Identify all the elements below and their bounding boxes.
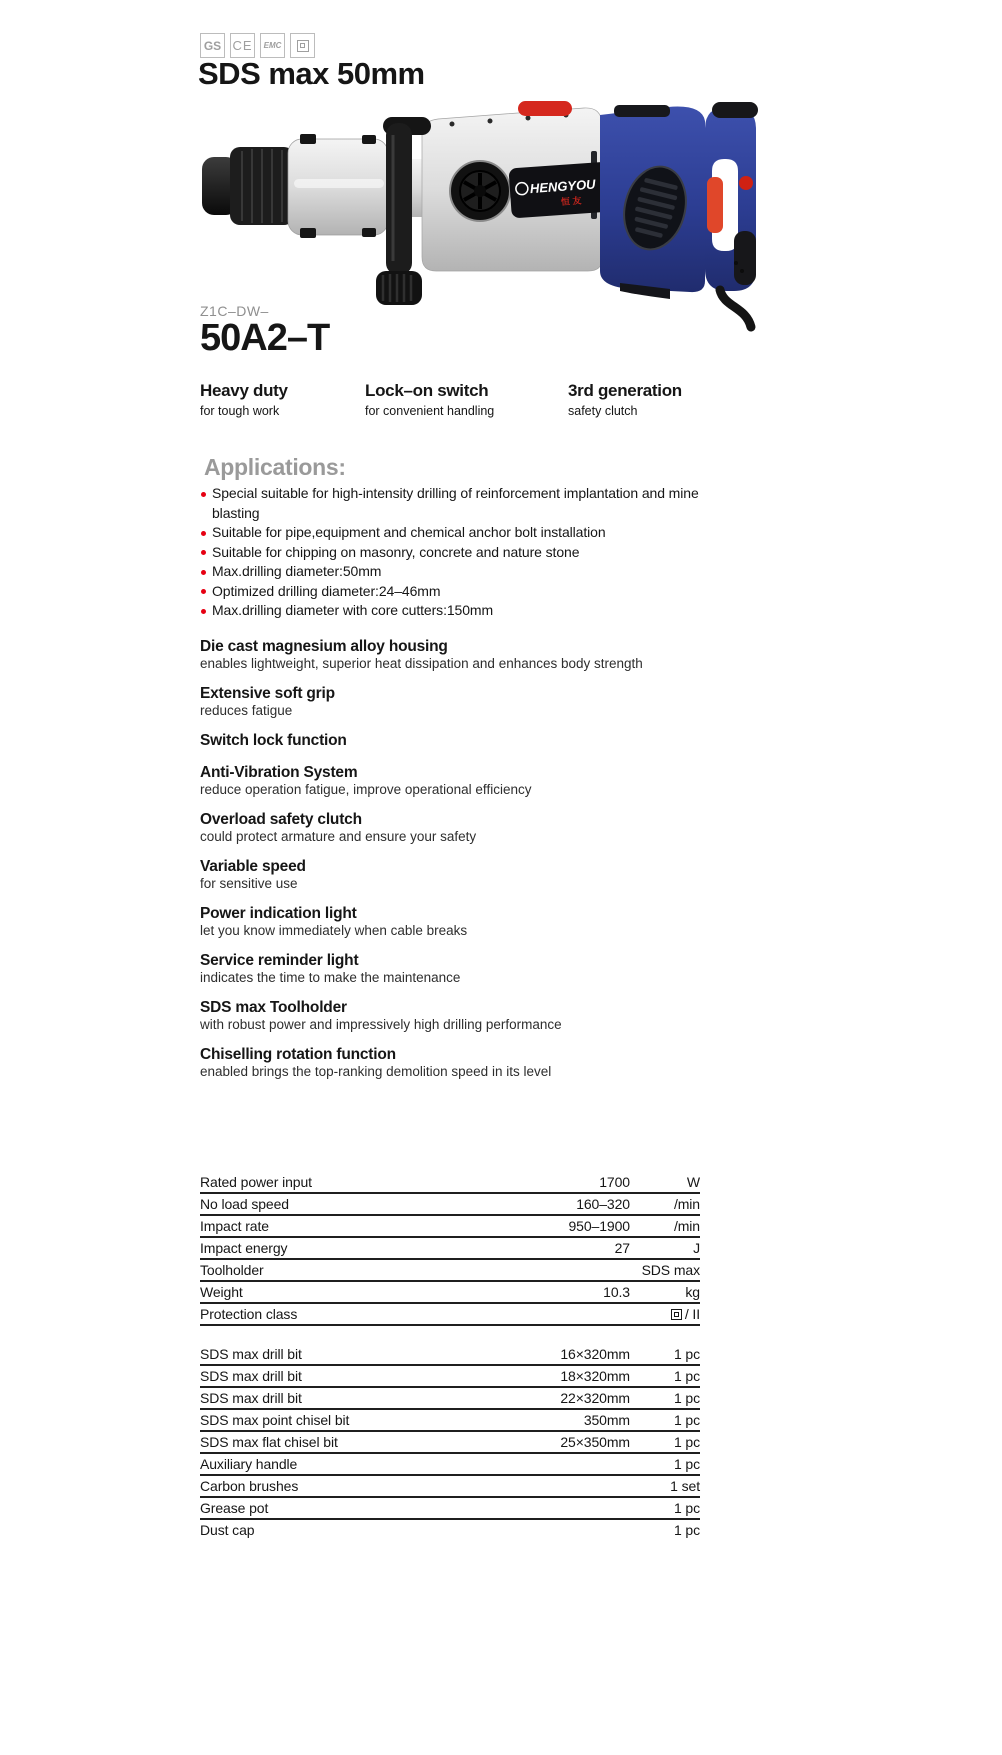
feature-block xyxy=(200,1045,712,1079)
accessory-qty: 1 pc xyxy=(673,1522,700,1538)
feature-desc: indicates the time to make the maintenance xyxy=(200,970,461,985)
feature-desc: could protect armature and ensure your safety xyxy=(200,829,477,844)
feature-desc: enabled brings the top-ranking demolition speed in its level xyxy=(200,1064,552,1079)
application-item: Special suitable for high-intensity drilling of reinforcement implantation and mine blasting xyxy=(200,484,712,523)
accessory-qty: 1 pc xyxy=(630,1365,700,1387)
spec-row xyxy=(200,1281,700,1303)
lock-on-button xyxy=(739,176,753,190)
accessory-size xyxy=(495,1453,630,1475)
spec-value: 950–1900 xyxy=(495,1215,630,1237)
accessories-table xyxy=(200,1344,700,1540)
accessory-qty: 1 pc xyxy=(630,1431,700,1453)
accessory-qty: 1 pc xyxy=(630,1409,700,1431)
accessory-size: 350mm xyxy=(495,1409,630,1431)
feature-block xyxy=(200,637,712,671)
brand-label xyxy=(508,161,615,218)
handle-bottom-grip xyxy=(734,231,756,285)
highlight-title: 3rd generation xyxy=(568,381,682,400)
accessory-size: 16×320mm xyxy=(495,1344,630,1365)
spec-table xyxy=(200,1172,700,1326)
accessory-row xyxy=(200,1344,700,1365)
spec-row xyxy=(200,1193,700,1215)
accessory-label: Grease pot xyxy=(200,1497,495,1519)
spec-value: 10.3 xyxy=(495,1281,630,1303)
accessory-size xyxy=(495,1475,630,1497)
accessory-size xyxy=(495,1519,630,1540)
accessory-row xyxy=(200,1409,700,1431)
highlight-subtitle: safety clutch xyxy=(568,404,638,418)
accessory-label: Dust cap xyxy=(200,1522,255,1538)
accessory-label: Carbon brushes xyxy=(200,1475,495,1497)
gs-mark-label: GS xyxy=(203,38,222,53)
feature-title: Anti-Vibration System xyxy=(200,764,358,781)
double-insulation-square-icon xyxy=(297,40,309,52)
applications-list xyxy=(200,484,712,621)
accessory-row xyxy=(200,1453,700,1475)
accessory-label: SDS max drill bit xyxy=(200,1344,495,1365)
drill-red-cap xyxy=(518,101,572,116)
spec-value: 160–320 xyxy=(495,1193,630,1215)
spec-label: Impact rate xyxy=(200,1215,495,1237)
highlight-heavy-duty xyxy=(200,381,365,418)
model-name: 50A2–T xyxy=(200,317,330,359)
accessory-label: SDS max drill bit xyxy=(200,1365,495,1387)
spec-row xyxy=(200,1303,700,1325)
accessory-qty: 1 pc xyxy=(630,1387,700,1409)
application-item: Suitable for chipping on masonry, concrete and nature stone xyxy=(200,543,712,563)
spec-unit: J xyxy=(630,1237,700,1259)
emc-mark-label: EMC xyxy=(263,41,282,50)
drill-chuck xyxy=(202,147,294,225)
spec-label: Rated power input xyxy=(200,1172,495,1193)
spec-unit: /min xyxy=(630,1215,700,1237)
highlight-3rd-generation xyxy=(568,381,713,418)
drill-rear-handle xyxy=(705,102,758,327)
spec-label: Weight xyxy=(200,1281,495,1303)
trigger xyxy=(707,177,723,233)
accessory-row xyxy=(200,1519,700,1540)
brand-text: HENGYOU xyxy=(529,176,596,197)
feature-title: Variable speed xyxy=(200,858,306,875)
feature-block xyxy=(200,904,712,938)
page-title: SDS max 50mm xyxy=(198,56,425,91)
model-block xyxy=(200,303,329,357)
feature-desc: let you know immediately when cable breaks xyxy=(200,923,468,938)
double-insulation-badge-icon xyxy=(290,33,315,58)
handle-top-grip xyxy=(712,102,758,118)
accessory-size: 22×320mm xyxy=(495,1387,630,1409)
feature-block xyxy=(200,857,712,891)
feature-block xyxy=(200,731,712,750)
accessory-row xyxy=(200,1365,700,1387)
accessory-qty: 1 pc xyxy=(630,1497,700,1519)
accessory-qty: 1 pc xyxy=(630,1453,700,1475)
accessory-label: SDS max drill bit xyxy=(200,1387,495,1409)
spec-value: SDS max xyxy=(495,1259,700,1281)
accessory-size: 18×320mm xyxy=(495,1365,630,1387)
brand-text-cn: 恒 友 xyxy=(560,195,582,207)
product-image xyxy=(200,93,760,333)
feature-title: Power indication light xyxy=(200,905,357,922)
accessory-size: 25×350mm xyxy=(495,1431,630,1453)
gs-mark-icon xyxy=(200,33,225,58)
highlight-lock-on-switch xyxy=(365,381,568,418)
feature-desc: for sensitive use xyxy=(200,876,298,891)
accessory-label: SDS max flat chisel bit xyxy=(200,1431,495,1453)
protection-class-value: / II xyxy=(684,1306,700,1322)
ce-mark-label: CE xyxy=(232,38,253,53)
applications-heading: Applications: xyxy=(204,454,346,480)
highlight-subtitle: for tough work xyxy=(200,404,280,418)
highlight-subtitle: for convenient handling xyxy=(365,404,495,418)
spec-value: 1700 xyxy=(495,1172,630,1193)
feature-title: Overload safety clutch xyxy=(200,811,362,828)
feature-title: Die cast magnesium alloy housing xyxy=(200,638,448,655)
feature-title: Chiselling rotation function xyxy=(200,1046,396,1063)
accessory-row xyxy=(200,1387,700,1409)
feature-block xyxy=(200,763,712,797)
accessory-row xyxy=(200,1431,700,1453)
drill-body-blue xyxy=(600,105,705,299)
emc-mark-icon xyxy=(260,33,285,58)
spec-label: No load speed xyxy=(200,1193,495,1215)
ce-mark-icon xyxy=(230,33,255,58)
spec-unit: W xyxy=(630,1172,700,1193)
spec-row xyxy=(200,1237,700,1259)
double-insulation-icon xyxy=(671,1309,682,1320)
spec-unit: /min xyxy=(630,1193,700,1215)
feature-block xyxy=(200,684,712,718)
features-section xyxy=(200,637,712,1092)
feature-desc: enables lightweight, superior heat dissipation and enhances body strength xyxy=(200,656,643,671)
application-item: Optimized drilling diameter:24–46mm xyxy=(200,582,712,602)
spec-row xyxy=(200,1259,700,1281)
drill-vent-circle xyxy=(450,161,510,221)
accessory-label: SDS max point chisel bit xyxy=(200,1409,495,1431)
model-prefix: Z1C–DW– xyxy=(200,303,269,319)
accessory-qty: 1 pc xyxy=(630,1344,700,1365)
application-item: Max.drilling diameter with core cutters:150mm xyxy=(200,601,712,621)
feature-desc: reduce operation fatigue, improve operational efficiency xyxy=(200,782,532,797)
highlight-title: Lock–on switch xyxy=(365,381,489,400)
accessory-row xyxy=(200,1497,700,1519)
application-item: Suitable for pipe,equipment and chemical anchor bolt installation xyxy=(200,523,712,543)
spec-value: 27 xyxy=(495,1237,630,1259)
accessory-qty: 1 set xyxy=(630,1475,700,1497)
feature-title: Service reminder light xyxy=(200,952,359,969)
feature-desc: with robust power and impressively high drilling performance xyxy=(200,1017,562,1032)
application-item: Max.drilling diameter:50mm xyxy=(200,562,712,582)
accessory-row xyxy=(200,1475,700,1497)
drill-collar xyxy=(288,134,388,238)
spec-label: Toolholder xyxy=(200,1259,495,1281)
feature-block xyxy=(200,951,712,985)
accessory-label: Auxiliary handle xyxy=(200,1453,495,1475)
highlights-row xyxy=(200,381,713,418)
feature-title: SDS max Toolholder xyxy=(200,999,347,1016)
certification-badges xyxy=(200,33,315,58)
spec-row xyxy=(200,1215,700,1237)
spec-row xyxy=(200,1172,700,1193)
feature-title: Extensive soft grip xyxy=(200,685,335,702)
power-cable xyxy=(720,290,751,327)
highlight-title: Heavy duty xyxy=(200,381,288,400)
spec-label: Impact energy xyxy=(200,1237,495,1259)
feature-block xyxy=(200,810,712,844)
spec-label: Protection class xyxy=(200,1303,495,1325)
feature-block xyxy=(200,998,712,1032)
feature-desc: reduces fatigue xyxy=(200,703,293,718)
spec-unit: kg xyxy=(630,1281,700,1303)
spec-value xyxy=(495,1303,700,1325)
feature-title: Switch lock function xyxy=(200,732,347,749)
accessory-size xyxy=(495,1497,630,1519)
